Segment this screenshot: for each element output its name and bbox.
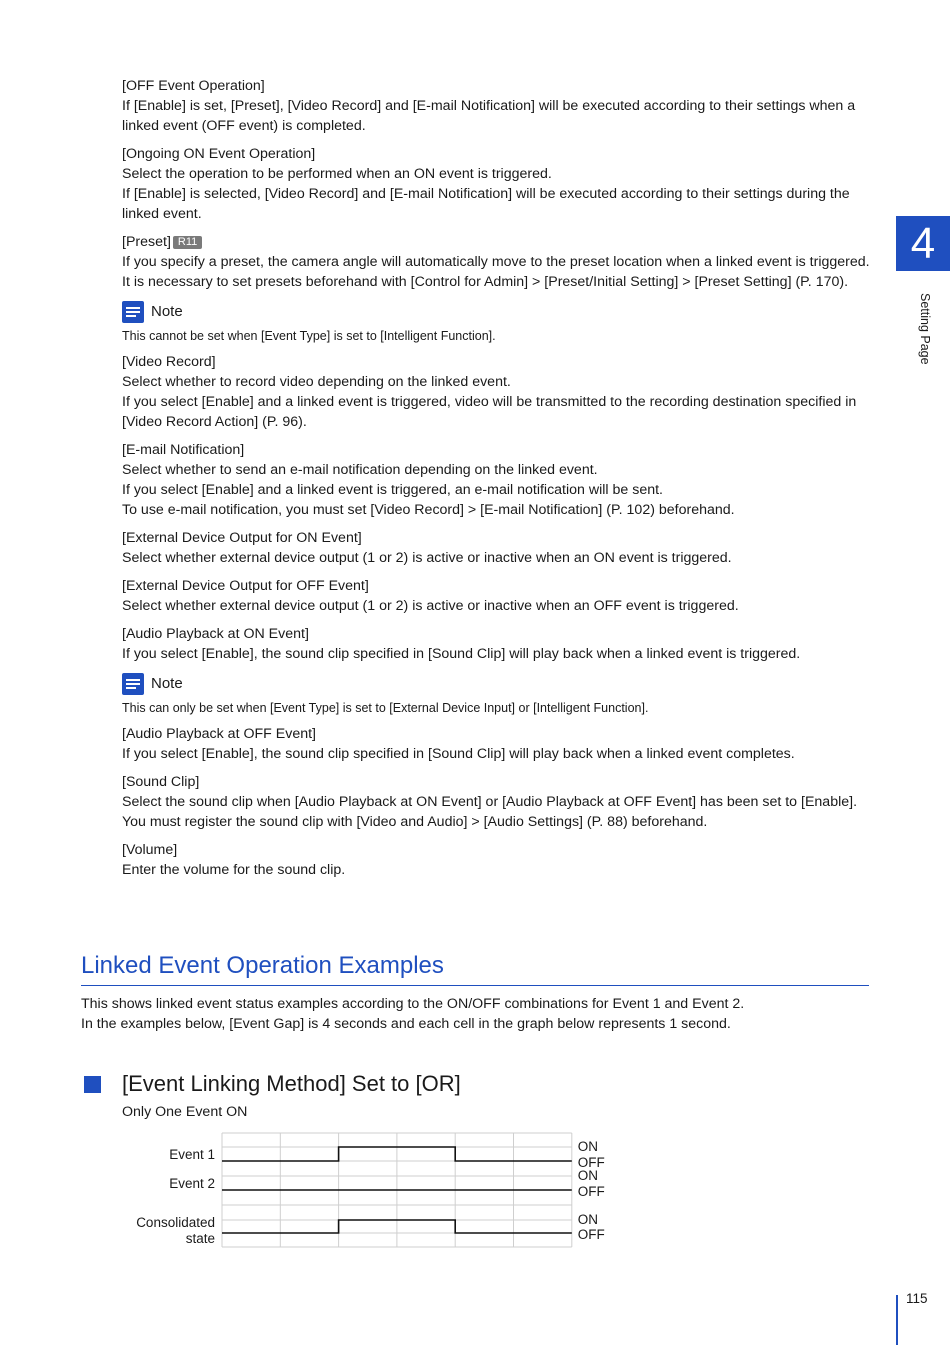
off-level-label: OFF [577,1184,605,1199]
section-sound-clip [122,772,872,832]
examples-heading: Linked Event Operation Examples [81,950,869,986]
section-text: To use e-mail notification, you must set [Video Record] > [E-mail Notification] (P. 102) beforehand. [122,502,735,518]
note-text: This cannot be set when [Event Type] is set to [Intelligent Function]. [122,329,496,343]
section-heading: [External Device Output for OFF Event] [122,578,369,594]
main-content [122,76,872,888]
section-text: If you select [Enable], the sound clip specified in [Sound Clip] will play back when a linked event completes. [122,746,795,762]
square-bullet-icon [84,1076,101,1093]
section-text: Select the operation to be performed when an ON event is triggered. [122,166,552,182]
section-heading: [E-mail Notification] [122,442,245,458]
section-preset [122,232,872,292]
section-text: If [Enable] is selected, [Video Record] and [E-mail Notification] will be executed according to their settings during the linked event. [122,186,850,222]
signal-label: Event 1 [169,1147,215,1162]
on-level-label: ON [577,1212,599,1227]
section-heading: [OFF Event Operation] [122,78,265,94]
signal-label: Consolidated [136,1215,215,1230]
section-heading: [External Device Output for ON Event] [122,530,362,546]
section-heading: [Volume] [122,842,178,858]
note-title: Note [151,675,183,692]
note-box [122,300,872,344]
signal-label: Event 2 [169,1176,215,1191]
section-email-notification [122,440,872,520]
note-icon [122,673,144,695]
section-heading: [Video Record] [122,354,216,370]
examples-intro [81,994,744,1034]
subsection-heading: [Event Linking Method] Set to [OR] [122,1071,461,1096]
note-box [122,672,872,716]
section-heading: [Sound Clip] [122,774,200,790]
section-text: Enter the volume for the sound clip. [122,862,346,878]
section-heading: [Preset] [122,234,171,250]
note-icon [122,301,144,323]
section-heading: [Audio Playback at ON Event] [122,626,309,642]
page-number-bar [896,1295,898,1345]
on-level-label: ON [577,1168,599,1183]
section-video-record [122,352,872,432]
section-audio-playback-off [122,724,872,764]
section-text: Select whether to record video depending on the linked event. [122,374,511,390]
section-volume [122,840,872,880]
section-external-output-off [122,576,872,616]
model-badge: R11 [173,236,202,249]
signal-label: state [185,1231,215,1246]
section-text: If you specify a preset, the camera angle will automatically move to the preset location when a linked event is triggered. [122,254,870,270]
section-off-event-operation [122,76,872,136]
section-text: If you select [Enable] and a linked event is triggered, an e-mail notification will be sent. [122,482,664,498]
section-text: Select whether to send an e-mail notification depending on the linked event. [122,462,598,478]
note-title: Note [151,303,183,320]
chapter-label: Setting Page [918,293,932,365]
chapter-tab: 4 [896,216,950,271]
on-level-label: ON [577,1139,599,1154]
section-text: If [Enable] is set, [Preset], [Video Record] and [E-mail Notification] will be executed according to their settings when a linked event (OFF event) is completed. [122,98,856,134]
intro-line: In the examples below, [Event Gap] is 4 seconds and each cell in the graph below represents 1 second. [81,1016,731,1032]
section-text: Select whether external device output (1 or 2) is active or inactive when an ON event is triggered. [122,550,732,566]
section-text: You must register the sound clip with [Video and Audio] > [Audio Settings] (P. 88) beforehand. [122,814,708,830]
note-text: This can only be set when [Event Type] is set to [External Device Input] or [Intelligent Function]. [122,701,649,715]
section-text: It is necessary to set presets beforehand with [Control for Admin] > [Preset/Initial Setting] > [Preset Setting] (P. 170). [122,274,849,290]
intro-line: This shows linked event status examples according to the ON/OFF combinations for Event 1 and Event 2. [81,996,745,1012]
section-text: If you select [Enable], the sound clip specified in [Sound Clip] will play back when a linked event is triggered. [122,646,801,662]
section-text: Select whether external device output (1 or 2) is active or inactive when an OFF event is triggered. [122,598,739,614]
section-external-output-on [122,528,872,568]
section-text: Select the sound clip when [Audio Playback at ON Event] or [Audio Playback at OFF Event] has been set to [Enable]. [122,794,858,810]
section-heading: [Ongoing ON Event Operation] [122,146,316,162]
off-level-label: OFF [577,1227,605,1242]
section-heading: [Audio Playback at OFF Event] [122,726,316,742]
section-text: If you select [Enable] and a linked event is triggered, video will be transmitted to the recording destination specified in [Video Record Action] (P. 96). [122,394,857,430]
page-number: 115 [906,1291,928,1306]
section-ongoing-on-event-operation [122,144,872,224]
off-level-label: OFF [577,1155,605,1170]
timing-diagram [120,1128,620,1253]
case-title: Only One Event ON [122,1104,248,1120]
section-audio-playback-on [122,624,872,664]
